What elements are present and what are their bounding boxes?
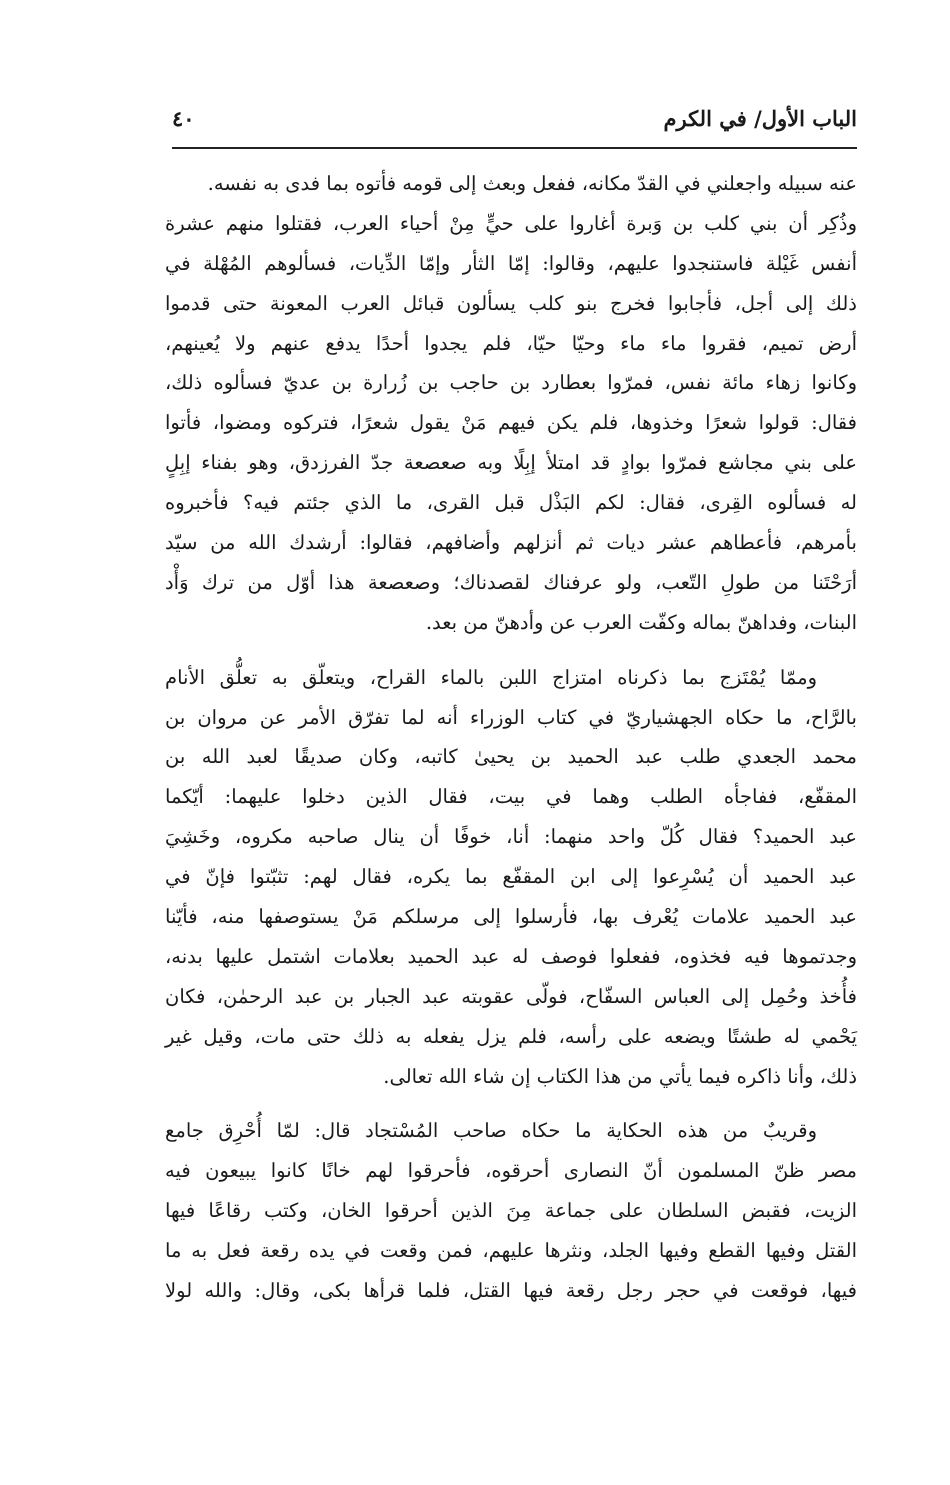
- paragraph-gap: [165, 1096, 857, 1111]
- text-line: عبد الحميد علامات يُعْرف بها، فأرسلوا إلى مرسلكم مَنْ يستوصفها منه، فأيّنا: [165, 905, 857, 929]
- text-line: وذُكِر أن بني كلب بن وَبرة أغاروا على حيٍّ مِنْ أحياء العرب، فقتلوا منهم عشرة: [165, 211, 857, 235]
- paragraph-2: [165, 658, 857, 1097]
- text-line: له فسألوه القِرى، فقال: لكم البَذْل قبل القرى، ما الذي جئتم فيه؟ فأخبروه: [165, 491, 857, 515]
- text-line: بالرَّاح، ما حكاه الجهشياريّ في كتاب الوزراء أنه لما تفرّق الأمر عن مروان بن: [165, 705, 857, 729]
- text-line: بأمرهم، فأعطاهم عشر ديات ثم أنزلهم وأضافهم، فقالوا: أرشدك الله من سيّد: [165, 531, 857, 555]
- text-line: فيها، فوقعت في حجر رجل رقعة فيها القتل، فلما قرأها بكى، وقال: والله لولا: [165, 1279, 857, 1303]
- text-line: أرض تميم، فقروا ماء ماء وحيّا حيّا، فلم يجدوا أحدًا يدفع عنهم ولا يُعينهم،: [165, 331, 857, 355]
- paragraph-1: [165, 164, 857, 643]
- page-number: ٤٠: [172, 105, 195, 131]
- text-line: المقفّع، ففاجأه الطلب وهما في بيت، فقال الذين دخلوا عليهما: أيّكما: [165, 785, 857, 809]
- text-line: فأُخذ وحُمِل إلى العباس السفّاح، فولّى عقوبته عبد الجبار بن عبد الرحمٰن، فكان: [165, 984, 857, 1008]
- text-line: عبد الحميد؟ فقال كُلّ واحد منهما: أنا، خوفًا أن ينال صاحبه مكروه، وخَشِيَ: [165, 825, 857, 849]
- text-line: على بني مجاشع فمرّوا بوادٍ قد امتلأ إبِلًا وبه صعصعة جدّ الفرزدق، وهو بفناء إبِلٍ: [165, 451, 857, 475]
- paragraph-3: [165, 1111, 857, 1310]
- text-line: البنات، وفداهنّ بماله وكفّت العرب عن وأدهنّ من بعد.: [425, 610, 857, 634]
- text-line: مصر ظنّ المسلمون أنّ النصارى أحرقوه، فأحرقوا لهم خانًا كانوا يبيعون فيه: [165, 1159, 857, 1183]
- text-line: عبد الحميد أن يُسْرِعوا إلى ابن المقفّع بما يكره، فقال لهم: تثبّتوا فإنّ في: [165, 865, 857, 889]
- text-line: القتل وفيها القطع وفيها الجلد، ونثرها عليهم، فمن وقعت في يده رقعة فعل به ما: [165, 1239, 857, 1263]
- text-line: وممّا يُمْتَزج بما ذكرناه امتزاج اللبن بالماء القراح، ويتعلّق به تعلُّق الأنام: [165, 665, 817, 689]
- text-line: ذلك، وأنا ذاكره فيما يأتي من هذا الكتاب إن شاء الله تعالى.: [383, 1064, 857, 1088]
- text-line: فقال: قولوا شعرًا وخذوها، فلم يكن فيهم مَنْ يقول شعرًا، فتركوه ومضوا، فأتوا: [165, 411, 857, 435]
- text-line: الزيت، فقبض السلطان على جماعة مِنَ الذين أحرقوا الخان، وكتب رقاعًا فيها: [165, 1199, 857, 1223]
- text-line: وكانوا زهاء مائة نفس، فمرّوا بعطارد بن حاجب بن زُرارة بن عديّ فسألوه ذلك،: [165, 371, 857, 395]
- text-line: وجدتموها فيه فخذوه، ففعلوا فوصف له عبد الحميد بعلامات اشتمل عليها بدنه،: [165, 944, 857, 968]
- text-line: يَحْمي له طشتًا ويضعه على رأسه، فلم يزل يفعله به ذلك حتى مات، وقيل غير: [165, 1024, 857, 1048]
- text-line: ذلك إلى أجل، فأجابوا فخرج بنو كلب يسألون قبائل العرب المعونة حتى قدموا: [165, 291, 857, 315]
- text-line: عنه سبيله واجعلني في القدّ مكانه، ففعل وبعث إلى قومه فأتوه بما فدى به نفسه.: [207, 172, 857, 195]
- body-text: [165, 164, 857, 1311]
- text-line: محمد الجعدي طلب عبد الحميد بن يحيىٰ كاتبه، وكان صديقًا لعبد الله بن: [165, 745, 857, 769]
- text-line: وقريبٌ من هذه الحكاية ما حكاه صاحب المُسْتجاد قال: لمّا أُحْرِق جامع: [165, 1119, 817, 1143]
- header-rule: [172, 147, 857, 149]
- text-line: أرَحْتَنا من طولِ التّعب، ولو عرفناك لقصدناك؛ وصعصعة هذا أوّل من ترك وَأْد: [165, 570, 857, 594]
- running-header: [172, 96, 857, 140]
- running-title: الباب الأول/ في الكرم: [663, 105, 857, 131]
- paragraph-gap: [165, 643, 857, 658]
- text-line: أنفس غَيْلة فاستنجدوا عليهم، وقالوا: إمّا الثأر وإمّا الدِّيات، فسألوهم المُهْلة في: [165, 251, 857, 275]
